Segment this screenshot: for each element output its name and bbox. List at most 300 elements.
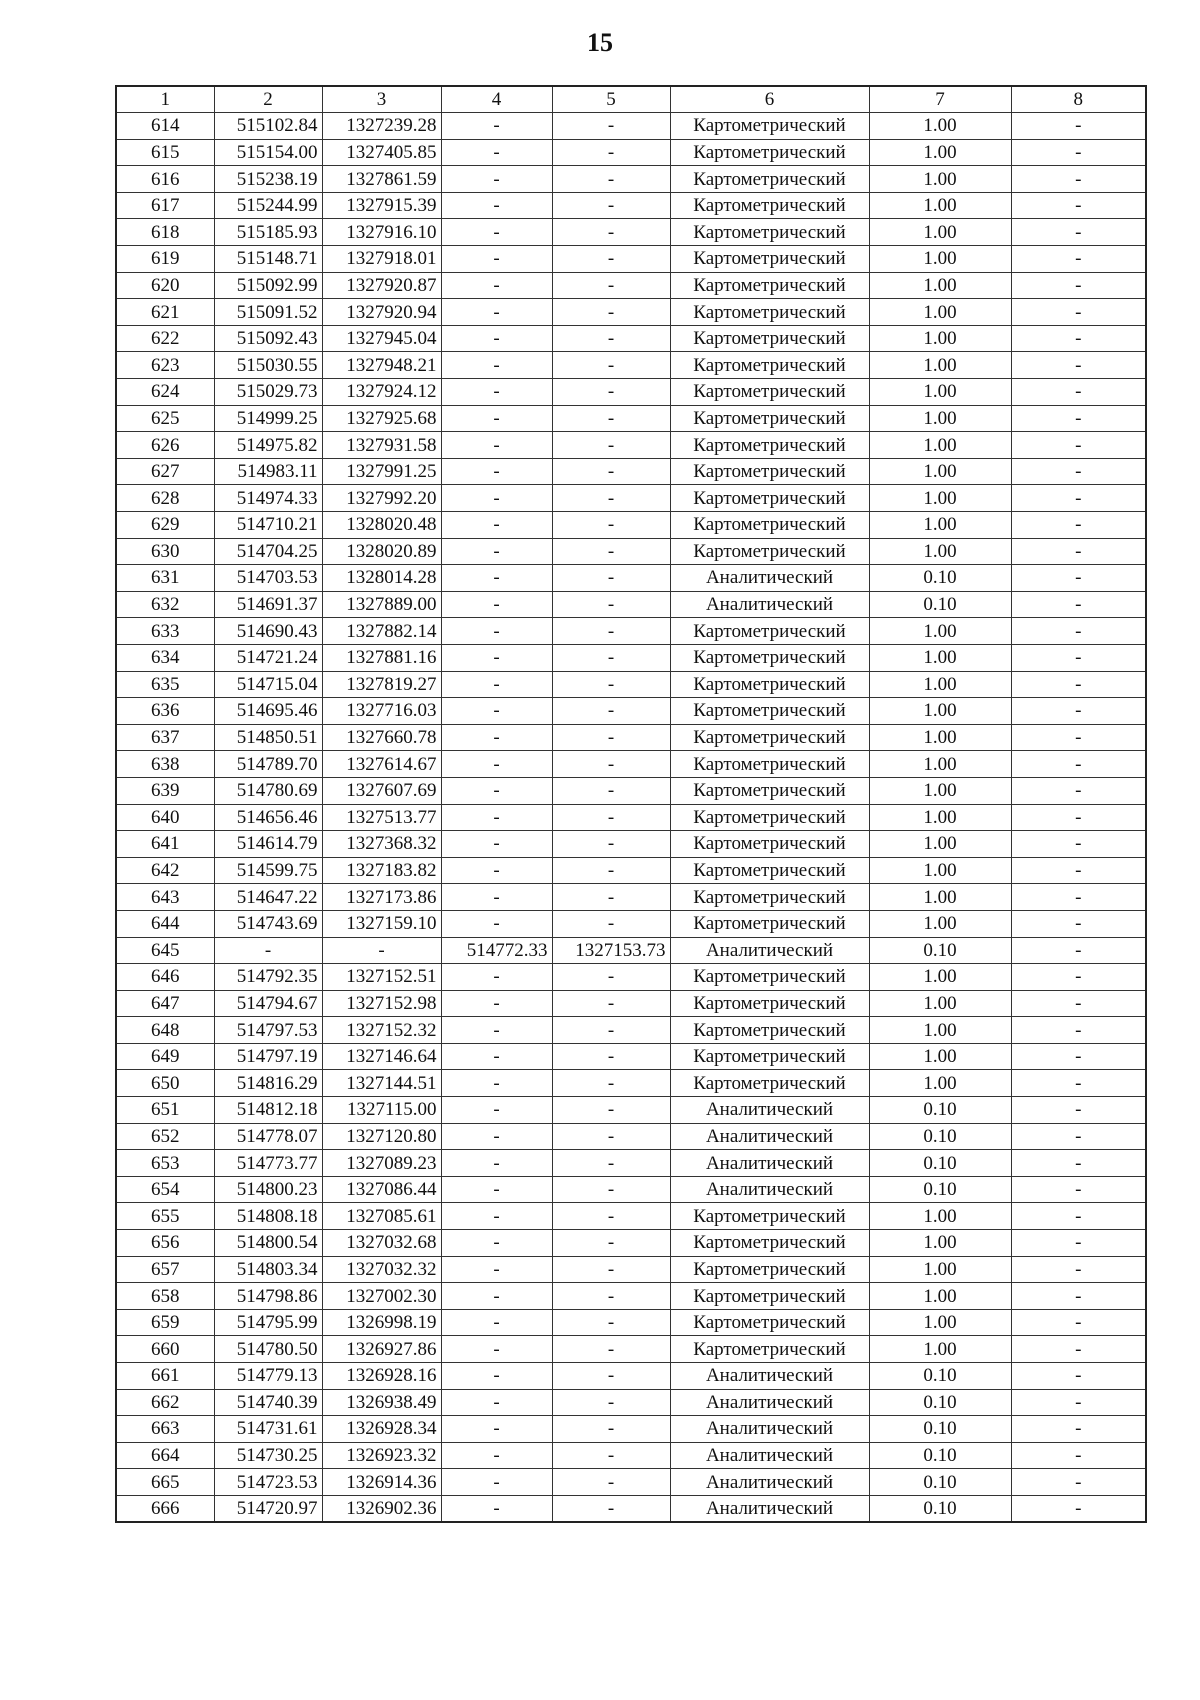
- table-row: [116, 1336, 1146, 1363]
- table-row: [116, 724, 1146, 751]
- cell-method: Картометрический: [670, 671, 869, 698]
- cell-coord-y: 1327924.12: [322, 379, 441, 406]
- cell-coord-x: 514812.18: [214, 1097, 322, 1124]
- cell-point-number: 653: [116, 1150, 214, 1177]
- cell-note: -: [1011, 1097, 1146, 1124]
- cell-precision: 1.00: [869, 432, 1011, 459]
- cell-new-coord-y: -: [552, 325, 670, 352]
- cell-precision: 1.00: [869, 139, 1011, 166]
- cell-point-number: 639: [116, 777, 214, 804]
- cell-coord-y: 1326938.49: [322, 1389, 441, 1416]
- table-row: [116, 1442, 1146, 1469]
- cell-new-coord-y: -: [552, 884, 670, 911]
- cell-precision: 1.00: [869, 299, 1011, 326]
- cell-precision: 1.00: [869, 352, 1011, 379]
- cell-note: -: [1011, 113, 1146, 140]
- cell-point-number: 635: [116, 671, 214, 698]
- cell-new-coord-y: -: [552, 1389, 670, 1416]
- cell-note: -: [1011, 724, 1146, 751]
- cell-method: Картометрический: [670, 1336, 869, 1363]
- column-header: 5: [552, 86, 670, 113]
- cell-new-coord-x: -: [441, 1336, 552, 1363]
- cell-coord-y: 1327032.32: [322, 1256, 441, 1283]
- cell-precision: 1.00: [869, 1203, 1011, 1230]
- table-row: [116, 325, 1146, 352]
- cell-point-number: 638: [116, 751, 214, 778]
- cell-note: -: [1011, 139, 1146, 166]
- cell-coord-x: 514797.19: [214, 1043, 322, 1070]
- cell-coord-x: 514778.07: [214, 1123, 322, 1150]
- table-row: [116, 192, 1146, 219]
- cell-precision: 1.00: [869, 724, 1011, 751]
- cell-precision: 1.00: [869, 698, 1011, 725]
- cell-precision: 0.10: [869, 1097, 1011, 1124]
- cell-precision: 1.00: [869, 1230, 1011, 1257]
- cell-precision: 1.00: [869, 1283, 1011, 1310]
- cell-coord-x: 514720.97: [214, 1495, 322, 1522]
- cell-point-number: 646: [116, 964, 214, 991]
- cell-point-number: 625: [116, 405, 214, 432]
- table-row: [116, 1097, 1146, 1124]
- cell-coord-y: 1327881.16: [322, 644, 441, 671]
- cell-new-coord-x: -: [441, 1097, 552, 1124]
- cell-method: Аналитический: [670, 1123, 869, 1150]
- cell-new-coord-y: -: [552, 405, 670, 432]
- table-header: [116, 86, 1146, 113]
- column-header: 1: [116, 86, 214, 113]
- cell-coord-x: 514798.86: [214, 1283, 322, 1310]
- cell-coord-y: 1326927.86: [322, 1336, 441, 1363]
- table-row: [116, 1416, 1146, 1443]
- table-row: [116, 804, 1146, 831]
- table-row: [116, 272, 1146, 299]
- cell-precision: 1.00: [869, 272, 1011, 299]
- cell-coord-y: 1328014.28: [322, 565, 441, 592]
- cell-new-coord-y: -: [552, 1017, 670, 1044]
- page-number: 15: [587, 28, 613, 57]
- cell-new-coord-y: -: [552, 724, 670, 751]
- cell-coord-x: 515154.00: [214, 139, 322, 166]
- cell-new-coord-y: -: [552, 1043, 670, 1070]
- table-row: [116, 698, 1146, 725]
- cell-method: Аналитический: [670, 937, 869, 964]
- cell-method: Картометрический: [670, 352, 869, 379]
- cell-coord-y: 1327925.68: [322, 405, 441, 432]
- cell-new-coord-x: -: [441, 538, 552, 565]
- cell-precision: 1.00: [869, 1070, 1011, 1097]
- table-row: [116, 1043, 1146, 1070]
- cell-note: -: [1011, 1043, 1146, 1070]
- cell-new-coord-x: -: [441, 1230, 552, 1257]
- cell-new-coord-x: -: [441, 139, 552, 166]
- cell-new-coord-x: -: [441, 1363, 552, 1390]
- table-row: [116, 591, 1146, 618]
- cell-coord-y: 1327920.94: [322, 299, 441, 326]
- table-body: [116, 113, 1146, 1522]
- cell-precision: 1.00: [869, 751, 1011, 778]
- column-header: 8: [1011, 86, 1146, 113]
- cell-precision: 1.00: [869, 990, 1011, 1017]
- cell-coord-x: 515244.99: [214, 192, 322, 219]
- cell-coord-x: 515102.84: [214, 113, 322, 140]
- cell-note: -: [1011, 1203, 1146, 1230]
- cell-method: Картометрический: [670, 379, 869, 406]
- cell-note: -: [1011, 565, 1146, 592]
- cell-new-coord-y: -: [552, 671, 670, 698]
- cell-point-number: 621: [116, 299, 214, 326]
- cell-precision: 1.00: [869, 804, 1011, 831]
- cell-new-coord-y: -: [552, 1203, 670, 1230]
- cell-new-coord-x: -: [441, 671, 552, 698]
- cell-coord-y: 1327991.25: [322, 458, 441, 485]
- cell-point-number: 624: [116, 379, 214, 406]
- cell-method: Картометрический: [670, 299, 869, 326]
- cell-new-coord-y: 1327153.73: [552, 937, 670, 964]
- cell-note: -: [1011, 1469, 1146, 1496]
- cell-note: -: [1011, 219, 1146, 246]
- cell-new-coord-y: -: [552, 857, 670, 884]
- cell-coord-y: 1327614.67: [322, 751, 441, 778]
- cell-coord-x: 514599.75: [214, 857, 322, 884]
- cell-note: -: [1011, 1309, 1146, 1336]
- cell-new-coord-x: -: [441, 591, 552, 618]
- cell-coord-x: 514710.21: [214, 512, 322, 539]
- cell-new-coord-y: -: [552, 272, 670, 299]
- cell-note: -: [1011, 804, 1146, 831]
- cell-note: -: [1011, 1123, 1146, 1150]
- cell-note: -: [1011, 1363, 1146, 1390]
- cell-point-number: 643: [116, 884, 214, 911]
- cell-precision: 1.00: [869, 964, 1011, 991]
- cell-method: Картометрический: [670, 512, 869, 539]
- table-row: [116, 1469, 1146, 1496]
- cell-coord-y: 1327152.32: [322, 1017, 441, 1044]
- table-row: [116, 831, 1146, 858]
- cell-point-number: 632: [116, 591, 214, 618]
- cell-new-coord-x: -: [441, 166, 552, 193]
- cell-point-number: 648: [116, 1017, 214, 1044]
- cell-new-coord-x: -: [441, 910, 552, 937]
- cell-note: -: [1011, 1336, 1146, 1363]
- cell-new-coord-x: -: [441, 831, 552, 858]
- cell-new-coord-y: -: [552, 1256, 670, 1283]
- cell-method: Аналитический: [670, 1416, 869, 1443]
- cell-point-number: 656: [116, 1230, 214, 1257]
- cell-coord-x: 514780.69: [214, 777, 322, 804]
- cell-coord-x: 515092.99: [214, 272, 322, 299]
- cell-new-coord-y: -: [552, 1150, 670, 1177]
- cell-note: -: [1011, 458, 1146, 485]
- cell-new-coord-y: -: [552, 1123, 670, 1150]
- cell-method: Аналитический: [670, 1442, 869, 1469]
- cell-note: -: [1011, 1283, 1146, 1310]
- cell-method: Аналитический: [670, 565, 869, 592]
- cell-point-number: 655: [116, 1203, 214, 1230]
- cell-coord-x: 514773.77: [214, 1150, 322, 1177]
- cell-new-coord-y: -: [552, 591, 670, 618]
- cell-coord-y: 1327819.27: [322, 671, 441, 698]
- cell-coord-y: 1327931.58: [322, 432, 441, 459]
- cell-precision: 1.00: [869, 405, 1011, 432]
- table-row: [116, 1283, 1146, 1310]
- cell-new-coord-y: -: [552, 166, 670, 193]
- cell-coord-y: 1327115.00: [322, 1097, 441, 1124]
- cell-coord-y: 1327992.20: [322, 485, 441, 512]
- table-row: [116, 485, 1146, 512]
- cell-new-coord-y: -: [552, 458, 670, 485]
- cell-new-coord-x: -: [441, 1416, 552, 1443]
- cell-coord-x: 514715.04: [214, 671, 322, 698]
- cell-note: -: [1011, 512, 1146, 539]
- cell-point-number: 642: [116, 857, 214, 884]
- cell-coord-y: 1327173.86: [322, 884, 441, 911]
- cell-note: -: [1011, 166, 1146, 193]
- cell-note: -: [1011, 964, 1146, 991]
- table-row: [116, 1150, 1146, 1177]
- cell-note: -: [1011, 1389, 1146, 1416]
- cell-new-coord-x: -: [441, 1017, 552, 1044]
- cell-note: -: [1011, 1017, 1146, 1044]
- cell-note: -: [1011, 644, 1146, 671]
- cell-new-coord-x: -: [441, 352, 552, 379]
- cell-new-coord-x: -: [441, 1389, 552, 1416]
- cell-point-number: 666: [116, 1495, 214, 1522]
- cell-note: -: [1011, 1256, 1146, 1283]
- cell-coord-x: 514983.11: [214, 458, 322, 485]
- table-row: [116, 405, 1146, 432]
- cell-note: -: [1011, 751, 1146, 778]
- cell-note: -: [1011, 1176, 1146, 1203]
- cell-point-number: 615: [116, 139, 214, 166]
- cell-coord-x: 514794.67: [214, 990, 322, 1017]
- column-header: 2: [214, 86, 322, 113]
- cell-precision: 1.00: [869, 512, 1011, 539]
- cell-precision: 0.10: [869, 565, 1011, 592]
- cell-method: Картометрический: [670, 1230, 869, 1257]
- cell-precision: 0.10: [869, 1495, 1011, 1522]
- table-row: [116, 246, 1146, 273]
- cell-note: -: [1011, 1416, 1146, 1443]
- cell-coord-y: 1327916.10: [322, 219, 441, 246]
- cell-note: -: [1011, 272, 1146, 299]
- cell-new-coord-x: -: [441, 804, 552, 831]
- cell-point-number: 649: [116, 1043, 214, 1070]
- cell-new-coord-x: 514772.33: [441, 937, 552, 964]
- column-header: 6: [670, 86, 869, 113]
- cell-coord-x: 514740.39: [214, 1389, 322, 1416]
- cell-new-coord-y: -: [552, 618, 670, 645]
- cell-coord-y: 1327159.10: [322, 910, 441, 937]
- cell-point-number: 663: [116, 1416, 214, 1443]
- cell-new-coord-y: -: [552, 299, 670, 326]
- cell-coord-x: 514703.53: [214, 565, 322, 592]
- cell-note: -: [1011, 671, 1146, 698]
- cell-method: Картометрический: [670, 1043, 869, 1070]
- cell-coord-y: 1327239.28: [322, 113, 441, 140]
- cell-coord-x: 514691.37: [214, 591, 322, 618]
- cell-coord-y: 1326928.34: [322, 1416, 441, 1443]
- cell-precision: 1.00: [869, 113, 1011, 140]
- cell-coord-x: 514614.79: [214, 831, 322, 858]
- cell-new-coord-y: -: [552, 1309, 670, 1336]
- cell-coord-x: 514695.46: [214, 698, 322, 725]
- cell-coord-x: -: [214, 937, 322, 964]
- cell-note: -: [1011, 1230, 1146, 1257]
- cell-coord-x: 514647.22: [214, 884, 322, 911]
- cell-precision: 0.10: [869, 1469, 1011, 1496]
- cell-coord-y: 1327607.69: [322, 777, 441, 804]
- cell-coord-x: 514731.61: [214, 1416, 322, 1443]
- cell-new-coord-y: -: [552, 1230, 670, 1257]
- cell-note: -: [1011, 352, 1146, 379]
- cell-precision: 1.00: [869, 166, 1011, 193]
- table-row: [116, 352, 1146, 379]
- cell-method: Картометрический: [670, 751, 869, 778]
- cell-new-coord-y: -: [552, 246, 670, 273]
- cell-coord-x: 514800.23: [214, 1176, 322, 1203]
- table-row: [116, 990, 1146, 1017]
- cell-note: -: [1011, 1150, 1146, 1177]
- cell-point-number: 629: [116, 512, 214, 539]
- table-row: [116, 1070, 1146, 1097]
- cell-point-number: 651: [116, 1097, 214, 1124]
- cell-method: Картометрический: [670, 325, 869, 352]
- cell-point-number: 631: [116, 565, 214, 592]
- cell-point-number: 633: [116, 618, 214, 645]
- cell-precision: 1.00: [869, 1256, 1011, 1283]
- table-row: [116, 432, 1146, 459]
- cell-note: -: [1011, 485, 1146, 512]
- cell-precision: 1.00: [869, 458, 1011, 485]
- cell-new-coord-x: -: [441, 777, 552, 804]
- cell-new-coord-y: -: [552, 352, 670, 379]
- cell-new-coord-x: -: [441, 458, 552, 485]
- cell-point-number: 634: [116, 644, 214, 671]
- cell-new-coord-x: -: [441, 618, 552, 645]
- cell-point-number: 660: [116, 1336, 214, 1363]
- cell-point-number: 618: [116, 219, 214, 246]
- cell-method: Картометрический: [670, 1070, 869, 1097]
- cell-note: -: [1011, 538, 1146, 565]
- coordinates-table: [115, 85, 1147, 1523]
- cell-new-coord-y: -: [552, 1416, 670, 1443]
- cell-coord-y: 1327660.78: [322, 724, 441, 751]
- table-row: [116, 1017, 1146, 1044]
- cell-coord-x: 514808.18: [214, 1203, 322, 1230]
- cell-precision: 1.00: [869, 379, 1011, 406]
- cell-new-coord-x: -: [441, 1283, 552, 1310]
- cell-point-number: 640: [116, 804, 214, 831]
- cell-new-coord-y: -: [552, 139, 670, 166]
- column-header: 7: [869, 86, 1011, 113]
- cell-new-coord-x: -: [441, 964, 552, 991]
- cell-new-coord-y: -: [552, 1336, 670, 1363]
- cell-new-coord-x: -: [441, 113, 552, 140]
- cell-new-coord-x: -: [441, 1203, 552, 1230]
- cell-note: -: [1011, 246, 1146, 273]
- cell-note: -: [1011, 432, 1146, 459]
- cell-note: -: [1011, 1442, 1146, 1469]
- cell-method: Картометрический: [670, 990, 869, 1017]
- cell-new-coord-y: -: [552, 1363, 670, 1390]
- table-row: [116, 1389, 1146, 1416]
- cell-method: Аналитический: [670, 1097, 869, 1124]
- cell-coord-y: 1326928.16: [322, 1363, 441, 1390]
- cell-new-coord-x: -: [441, 219, 552, 246]
- cell-coord-x: 514850.51: [214, 724, 322, 751]
- cell-method: Картометрический: [670, 538, 869, 565]
- cell-new-coord-x: -: [441, 405, 552, 432]
- cell-new-coord-x: -: [441, 990, 552, 1017]
- cell-method: Аналитический: [670, 1495, 869, 1522]
- cell-coord-x: 514743.69: [214, 910, 322, 937]
- cell-precision: 1.00: [869, 1336, 1011, 1363]
- cell-coord-x: 515030.55: [214, 352, 322, 379]
- cell-precision: 1.00: [869, 325, 1011, 352]
- cell-coord-x: 514975.82: [214, 432, 322, 459]
- cell-point-number: 616: [116, 166, 214, 193]
- cell-coord-x: 514656.46: [214, 804, 322, 831]
- table-row: [116, 379, 1146, 406]
- cell-coord-x: 514730.25: [214, 1442, 322, 1469]
- cell-coord-x: 514816.29: [214, 1070, 322, 1097]
- cell-method: Аналитический: [670, 1150, 869, 1177]
- cell-precision: 1.00: [869, 1043, 1011, 1070]
- cell-new-coord-x: -: [441, 1442, 552, 1469]
- cell-method: Картометрический: [670, 192, 869, 219]
- table-row: [116, 1230, 1146, 1257]
- table-row: [116, 857, 1146, 884]
- cell-coord-y: 1327032.68: [322, 1230, 441, 1257]
- cell-coord-y: 1327002.30: [322, 1283, 441, 1310]
- cell-method: Картометрический: [670, 884, 869, 911]
- cell-precision: 1.00: [869, 192, 1011, 219]
- cell-coord-x: 514792.35: [214, 964, 322, 991]
- cell-new-coord-x: -: [441, 1309, 552, 1336]
- cell-note: -: [1011, 831, 1146, 858]
- cell-precision: 1.00: [869, 618, 1011, 645]
- cell-new-coord-x: -: [441, 1150, 552, 1177]
- cell-note: -: [1011, 405, 1146, 432]
- cell-note: -: [1011, 698, 1146, 725]
- cell-new-coord-y: -: [552, 379, 670, 406]
- cell-coord-x: 514795.99: [214, 1309, 322, 1336]
- cell-new-coord-x: -: [441, 724, 552, 751]
- cell-precision: 1.00: [869, 485, 1011, 512]
- cell-precision: 0.10: [869, 1176, 1011, 1203]
- cell-new-coord-x: -: [441, 485, 552, 512]
- column-header: 3: [322, 86, 441, 113]
- cell-method: Картометрический: [670, 644, 869, 671]
- cell-note: -: [1011, 1495, 1146, 1522]
- cell-note: -: [1011, 325, 1146, 352]
- cell-coord-y: 1327716.03: [322, 698, 441, 725]
- table-row: [116, 219, 1146, 246]
- cell-point-number: 617: [116, 192, 214, 219]
- cell-point-number: 627: [116, 458, 214, 485]
- header-row: [116, 86, 1146, 113]
- cell-new-coord-y: -: [552, 1176, 670, 1203]
- cell-coord-y: 1327918.01: [322, 246, 441, 273]
- table-row: [116, 113, 1146, 140]
- cell-point-number: 619: [116, 246, 214, 273]
- cell-point-number: 650: [116, 1070, 214, 1097]
- table-row: [116, 1256, 1146, 1283]
- cell-new-coord-x: -: [441, 1123, 552, 1150]
- table-row: [116, 618, 1146, 645]
- table-row: [116, 1176, 1146, 1203]
- cell-coord-x: 515148.71: [214, 246, 322, 273]
